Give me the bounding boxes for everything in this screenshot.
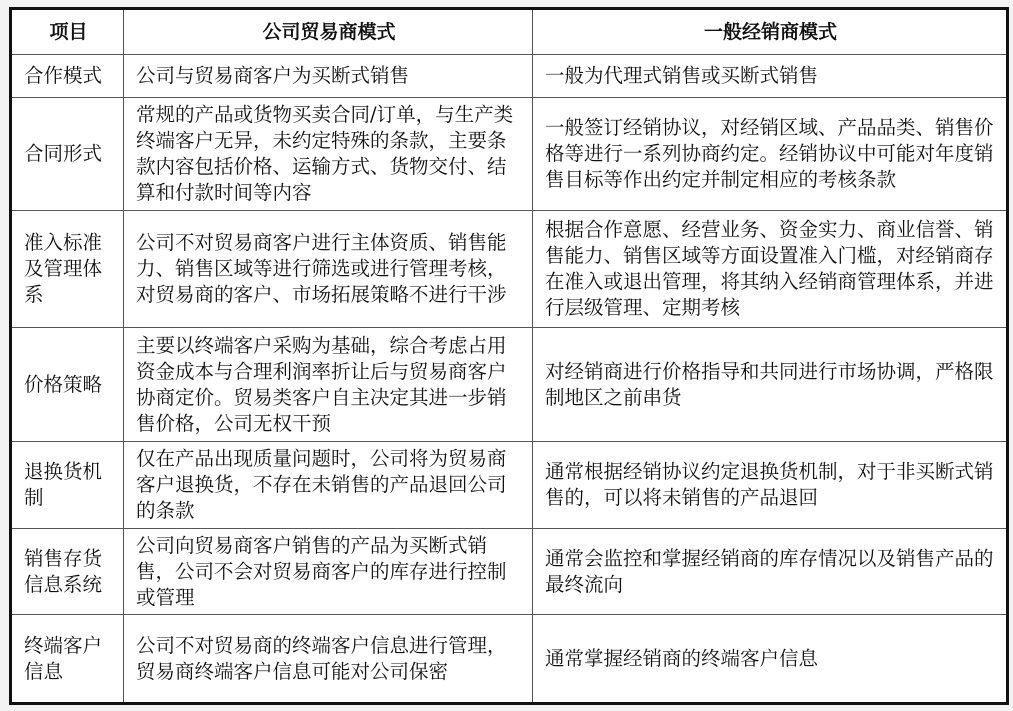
trader-mode-cell: 公司不对贸易商的终端客户信息进行管理，贸易商终端客户信息可能对公司保密 [124,615,533,704]
trader-mode-cell: 常规的产品或货物买卖合同/订单，与生产类终端客户无异，未约定特殊的条款，主要条款内容包括价格、运输方式、货物交付、结算和付款时间等内容 [124,98,533,211]
trader-mode-cell: 公司与贸易商客户为买断式销售 [124,55,533,98]
row-label: 价格策略 [11,328,124,442]
row-label: 终端客户信息 [11,615,124,704]
table-row [11,529,1008,615]
row-label: 合作模式 [11,55,124,98]
row-label: 准入标准及管理体系 [11,211,124,328]
table-row [11,615,1008,704]
distributor-mode-cell: 一般签订经销协议，对经销区域、产品品类、销售价格等进行一系列协商约定。经销协议中可能对年度销售目标等作出约定并制定相应的考核条款 [533,98,1008,211]
header-distributor-mode: 一般经销商模式 [533,9,1008,55]
row-label: 退换货机制 [11,442,124,529]
distributor-mode-cell: 对经销商进行价格指导和共同进行市场协调，严格限制地区之前串货 [533,328,1008,442]
table-row [11,328,1008,442]
table-row [11,211,1008,328]
distributor-mode-cell: 通常掌握经销商的终端客户信息 [533,615,1008,704]
row-label: 合同形式 [11,98,124,211]
trader-mode-cell: 公司向贸易商客户销售的产品为买断式销售，公司不会对贸易商客户的库存进行控制或管理 [124,529,533,615]
distributor-mode-cell: 通常根据经销协议约定退换货机制，对于非买断式销售的，可以将未销售的产品退回 [533,442,1008,529]
distributor-mode-cell: 根据合作意愿、经营业务、资金实力、商业信誉、销售能力、销售区域等方面设置准入门槛，对经销商存在准入或退出管理，将其纳入经销商管理体系，并进行层级管理、定期考核 [533,211,1008,328]
trader-mode-cell: 主要以终端客户采购为基础，综合考虑占用资金成本与合理利润率折让后与贸易商客户协商定价。贸易类客户自主决定其进一步销售价格，公司无权干预 [124,328,533,442]
table-row [11,55,1008,98]
trader-mode-cell: 仅在产品出现质量问题时，公司将为贸易商客户退换货，不存在未销售的产品退回公司的条款 [124,442,533,529]
table-header-row [11,9,1008,55]
row-label: 销售存货信息系统 [11,529,124,615]
distributor-mode-cell: 通常会监控和掌握经销商的库存情况以及销售产品的最终流向 [533,529,1008,615]
table-row [11,98,1008,211]
header-trader-mode: 公司贸易商模式 [124,9,533,55]
comparison-table [9,7,1009,705]
trader-mode-cell: 公司不对贸易商客户进行主体资质、销售能力、销售区域等进行筛选或进行管理考核，对贸易商的客户、市场拓展策略不进行干涉 [124,211,533,328]
table-row [11,442,1008,529]
header-item: 项目 [11,9,124,55]
distributor-mode-cell: 一般为代理式销售或买断式销售 [533,55,1008,98]
